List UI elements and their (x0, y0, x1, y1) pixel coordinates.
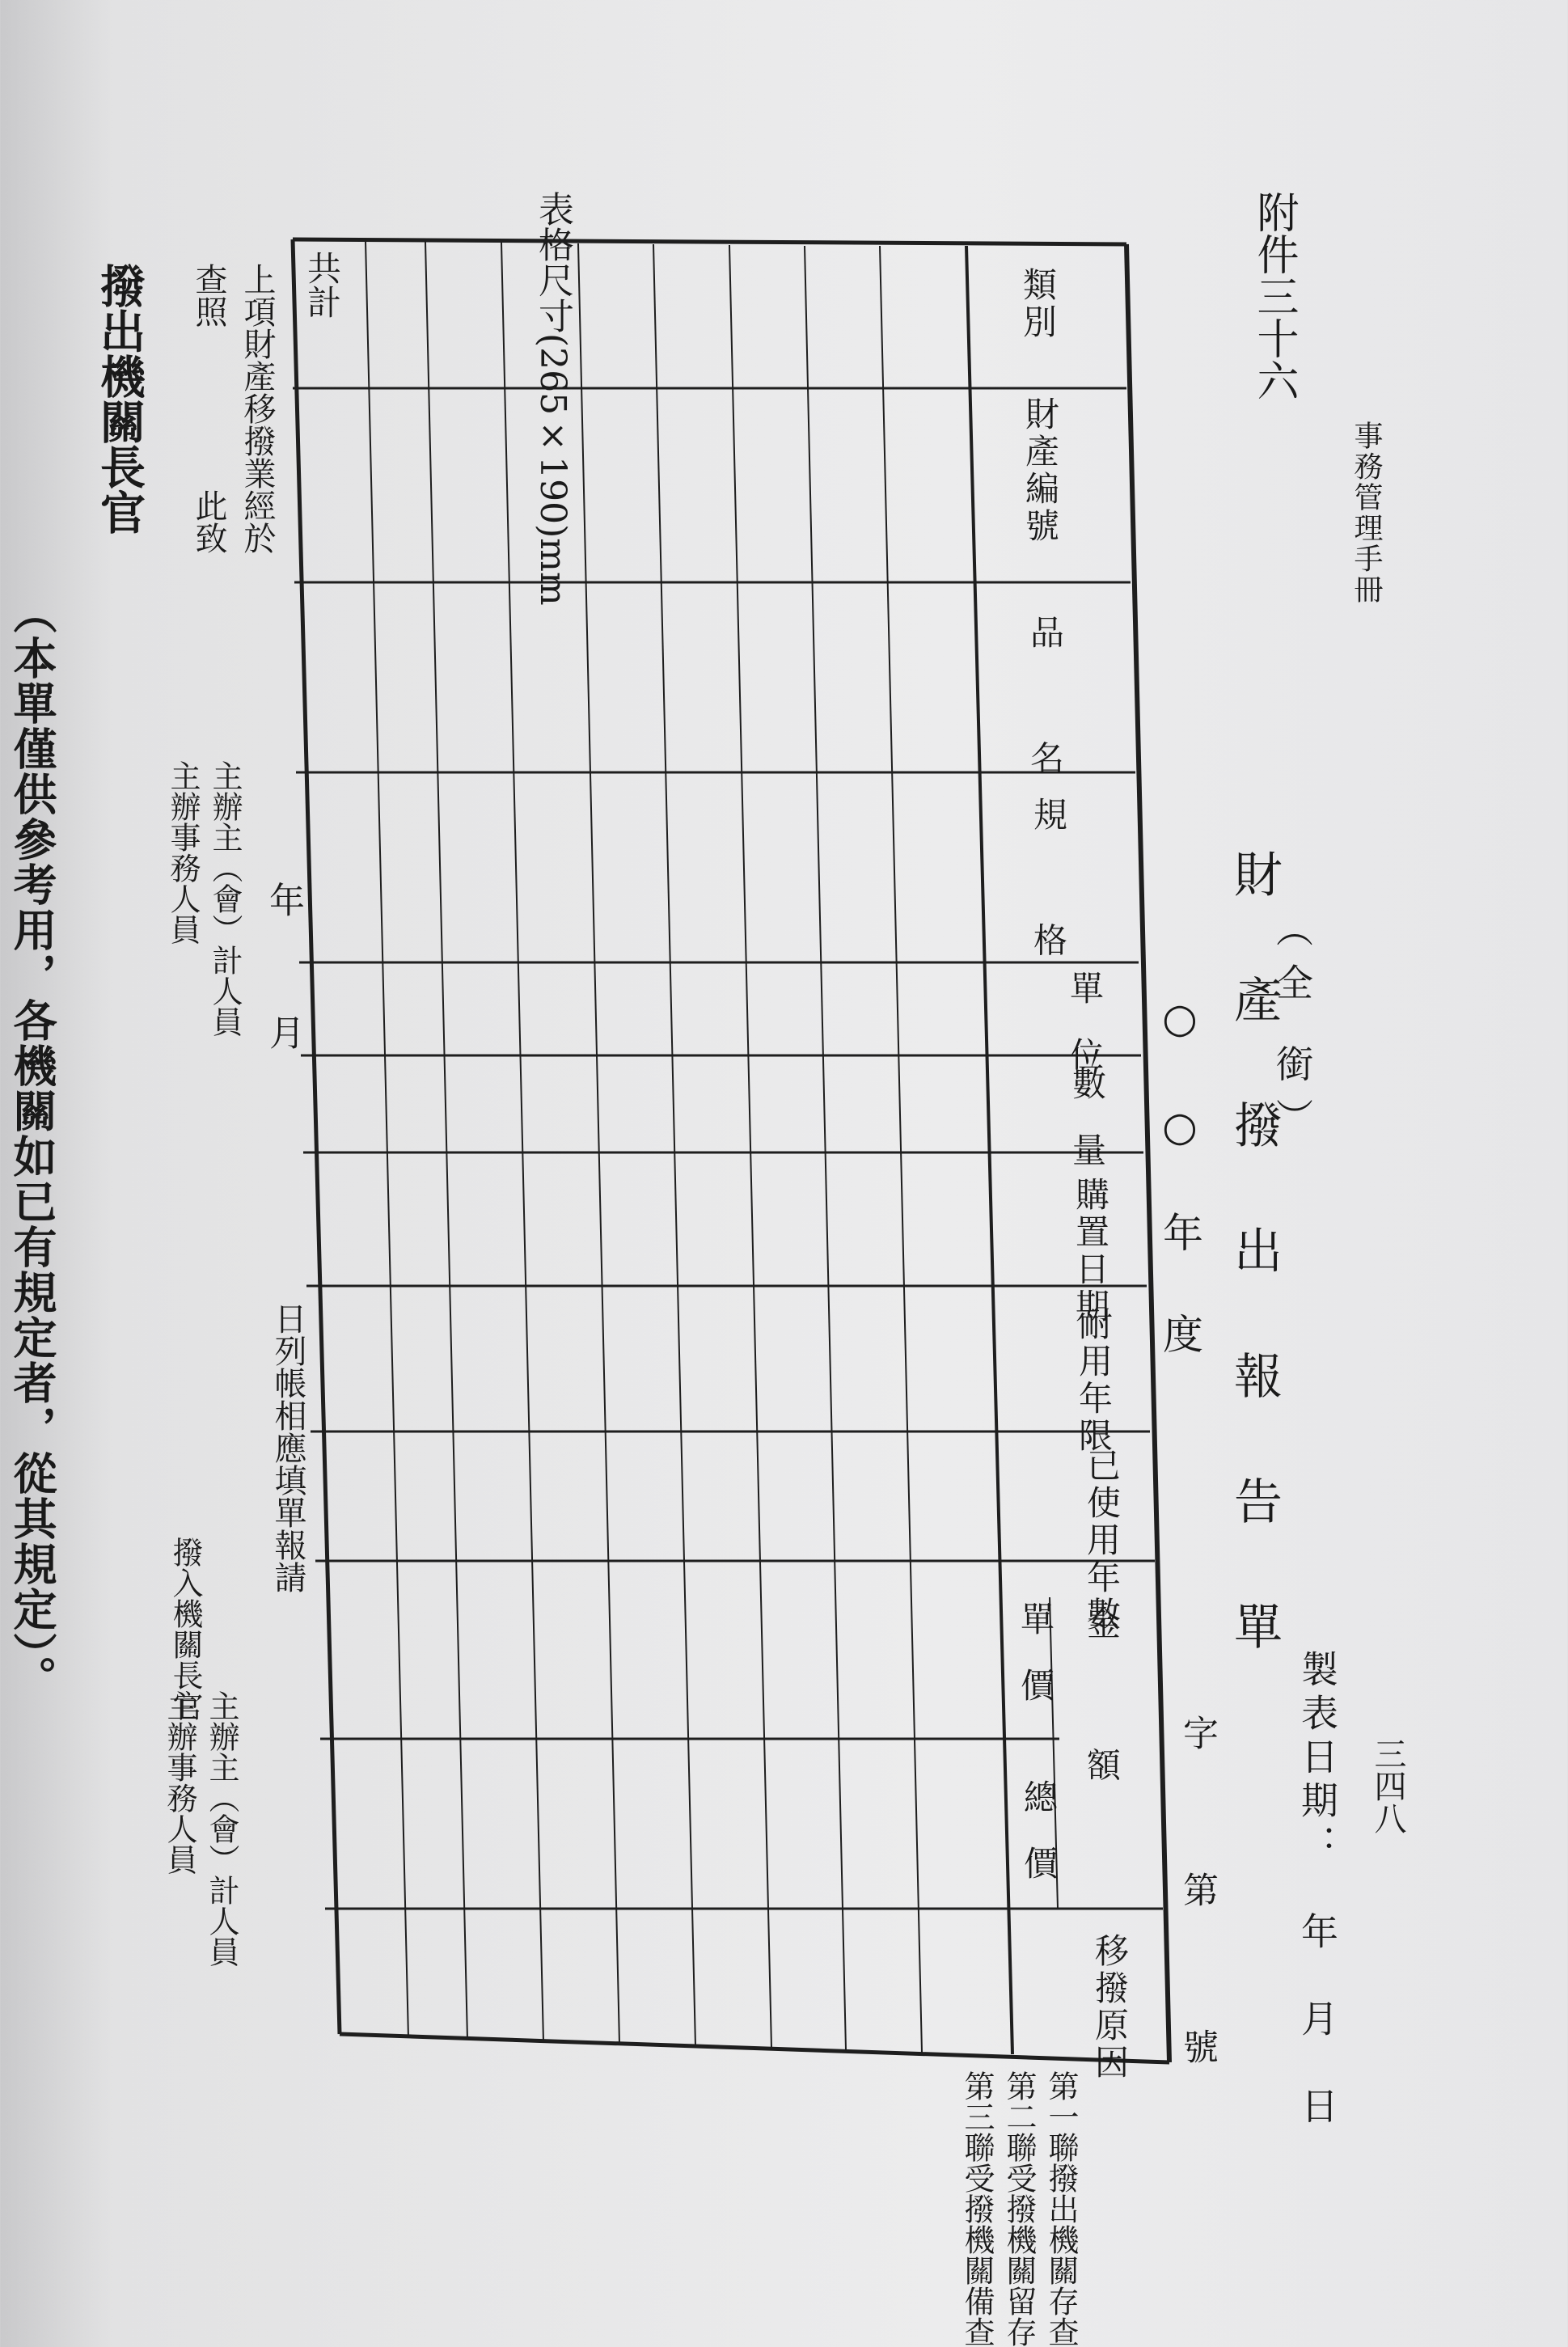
document-number-label: 字第號 (1177, 1715, 1218, 2185)
copies-note-line-3: 第三聯受撥機關備查 (959, 2070, 995, 2347)
approval-line-1: 上項財產移撥業經於 (239, 263, 276, 554)
year-month-blank: 年月 (263, 882, 304, 1147)
format-size-label: 表格尺寸(265×190)mm (532, 191, 573, 606)
right-signature-affairs: 主辦事務人員 (162, 1690, 197, 1875)
left-signature-accounting: 主辦主（會）計人員 (207, 760, 243, 1037)
report-title: 財 產 撥 出 報 告 單 (1226, 849, 1283, 1681)
column-header-unit: 單位 (1065, 971, 1105, 1103)
copies-note-line-2: 第二聯受撥機關留存 (1001, 2070, 1037, 2347)
column-header-asset-number: 財產編號 (1021, 396, 1060, 545)
page-title: 事務管理手冊 (1350, 421, 1383, 605)
attachment-label: 附件三十六 (1249, 191, 1298, 401)
fiscal-year: ○ ○ 年 度 (1156, 995, 1203, 1378)
right-signatures (158, 1690, 243, 1967)
approval-line-2: 查照 此致 (190, 263, 227, 554)
column-header-years-used: 已使用年數 (1082, 1448, 1122, 1634)
right-signature-accounting: 主辦主（會）計人員 (204, 1690, 239, 1967)
column-header-transfer-reason: 移撥原因 (1090, 1933, 1130, 2082)
receiving-agency-chief: 撥入機關長官 (167, 1537, 203, 1721)
date-label: 製表日期： 年 月 日 (1295, 1650, 1339, 2130)
total-label: 共計 (302, 251, 342, 319)
column-header-amount-group: 金 額 (1082, 1605, 1122, 1830)
footnote: （本單僅供參考用，各機關如已有規定者，從其規定）。 (6, 590, 58, 1701)
copies-note (956, 2070, 1082, 2347)
page-number: 三四八 (1369, 1737, 1406, 1834)
copies-note-line-1: 第一聯撥出機關存查 (1043, 2070, 1079, 2347)
column-header-specification: 規 格 (1029, 797, 1068, 997)
left-signature-affairs: 主辦事務人員 (165, 760, 201, 945)
column-header-total-price: 總價 (1019, 1779, 1059, 1912)
approval-text (184, 263, 281, 554)
column-header-quantity: 數量 (1067, 1066, 1107, 1199)
report-subtitle: （全 銜） (1270, 910, 1314, 1152)
transferring-agency-chief: 撥出機關長官 (93, 263, 146, 535)
column-header-service-life: 耐用年限 (1074, 1306, 1114, 1455)
column-header-item-name: 品 名 (1025, 615, 1065, 815)
column-header-purchase-date: 購置日期 (1071, 1177, 1110, 1326)
column-header-category: 類別 (1018, 267, 1058, 341)
left-signatures (162, 760, 246, 1037)
list-registration-text: 日列帳相應填單報請 (269, 1302, 306, 1593)
column-header-unit-price: 單價 (1016, 1601, 1055, 1734)
